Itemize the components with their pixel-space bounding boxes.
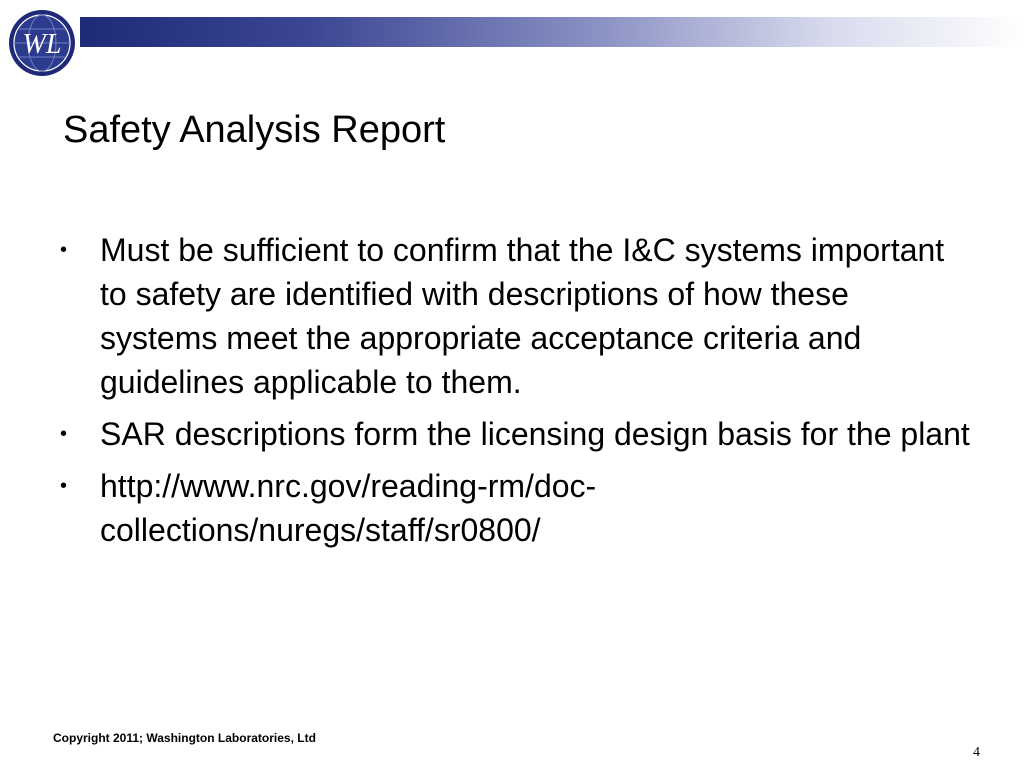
logo-text: WL	[22, 29, 62, 60]
bullet-text: SAR descriptions form the licensing design basis for the plant	[100, 416, 970, 452]
globe-logo-icon	[8, 9, 76, 77]
header-gradient-bar	[80, 17, 1024, 47]
bullet-item	[60, 228, 975, 404]
page-number: 4	[973, 745, 980, 760]
slide-title: Safety Analysis Report	[63, 109, 446, 151]
bullet-link-text[interactable]: http://www.nrc.gov/reading-rm/doc-collections/nuregs/staff/sr0800/	[100, 468, 597, 548]
bullet-item	[60, 464, 975, 552]
bullet-text: Must be sufficient to confirm that the I&C systems important to safety are identified with descriptions of how these systems meet the appropriate acceptance criteria and guidelines applicable to them.	[100, 232, 945, 400]
bullet-icon: •	[60, 423, 68, 445]
bullet-list	[60, 228, 975, 560]
bullet-icon: •	[60, 475, 68, 497]
logo	[8, 9, 76, 77]
copyright-text: Copyright 2011; Washington Laboratories, Ltd	[53, 731, 316, 745]
bullet-icon: •	[60, 239, 68, 261]
bullet-item	[60, 412, 975, 456]
